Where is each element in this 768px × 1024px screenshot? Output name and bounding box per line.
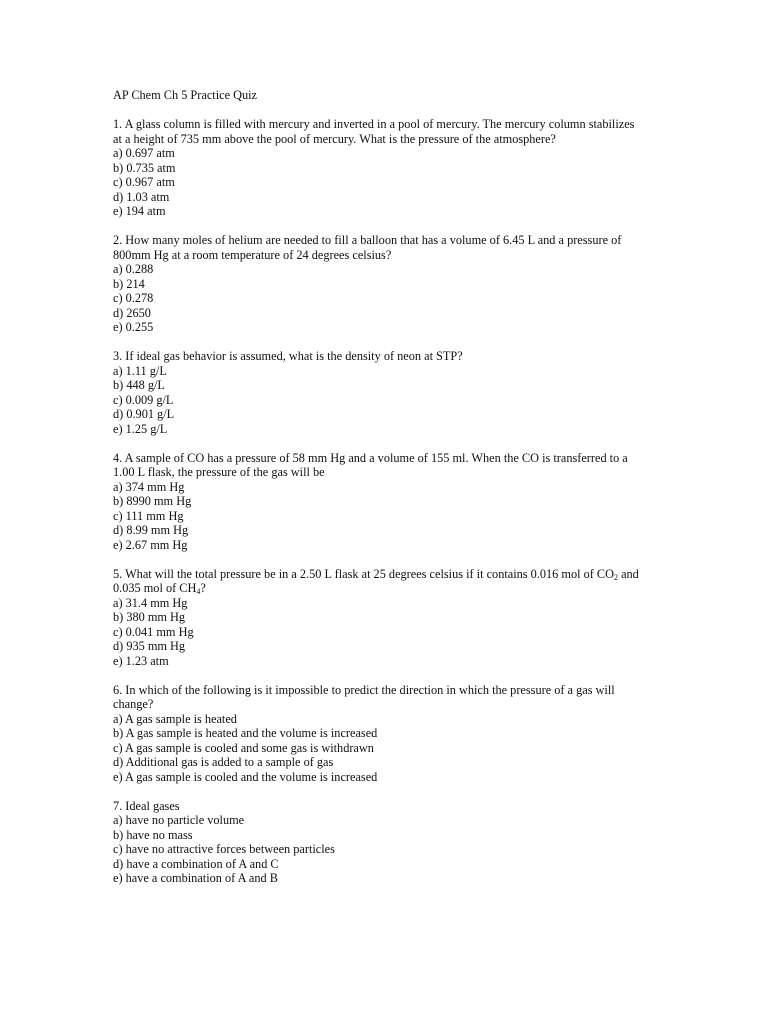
question-1 bbox=[113, 117, 658, 219]
question-1-option-d: d) 1.03 atm bbox=[113, 189, 170, 204]
question-5-option-b: b) 380 mm Hg bbox=[113, 610, 186, 624]
question-2-option-b: b) 214 bbox=[113, 276, 145, 291]
question-3-option-a: a) 1.11 g/L bbox=[113, 363, 167, 378]
question-5-line-1-subscript: 2 bbox=[614, 572, 618, 582]
question-3-option-b: b) 448 g/L bbox=[113, 378, 165, 392]
question-4 bbox=[113, 451, 658, 553]
question-2 bbox=[113, 233, 658, 335]
question-3-option-d: d) 0.901 g/L bbox=[113, 407, 175, 421]
question-6-option-d: d) Additional gas is added to a sample of gas bbox=[113, 755, 334, 769]
question-6-option-c: c) A gas sample is cooled and some gas is withdrawn bbox=[113, 740, 374, 755]
question-5-line-2-tail: ? bbox=[200, 581, 206, 595]
question-5-option-d: d) 935 mm Hg bbox=[113, 639, 186, 653]
question-3-option-e: e) 1.25 g/L bbox=[113, 421, 168, 436]
question-1-option-c: c) 0.967 atm bbox=[113, 175, 175, 189]
question-7-option-e: e) have a combination of A and B bbox=[113, 871, 278, 885]
question-7 bbox=[113, 799, 658, 886]
question-6-text-line-1: 6. In which of the following is it impossible to predict the direction in which the pressure of a gas will bbox=[113, 682, 615, 697]
question-7-option-a: a) have no particle volume bbox=[113, 813, 245, 827]
question-1-option-a: a) 0.697 atm bbox=[113, 146, 175, 160]
question-4-option-e: e) 2.67 mm Hg bbox=[113, 537, 188, 552]
question-5-line-1-tail: and bbox=[618, 566, 639, 581]
question-5-line-1-main: 5. What will the total pressure be in a 2.50 L flask at 25 degrees celsius if it contains 0.016 mol of CO bbox=[113, 566, 614, 581]
question-5 bbox=[113, 567, 658, 669]
question-2-text-line-1: 2. How many moles of helium are needed to fill a balloon that has a volume of 6.45 L and a pressure of bbox=[113, 233, 622, 247]
question-5-text-line-2 bbox=[113, 581, 658, 596]
question-7-option-d: d) have a combination of A and C bbox=[113, 856, 279, 871]
question-5-text-line-1 bbox=[113, 567, 658, 582]
question-6-option-b: b) A gas sample is heated and the volume is increased bbox=[113, 726, 378, 740]
question-2-option-a: a) 0.288 bbox=[113, 262, 154, 276]
question-5-option-e: e) 1.23 atm bbox=[113, 653, 169, 668]
question-6 bbox=[113, 683, 658, 785]
question-6-option-a: a) A gas sample is heated bbox=[113, 711, 237, 726]
question-4-option-b: b) 8990 mm Hg bbox=[113, 494, 192, 508]
page-title: AP Chem Ch 5 Practice Quiz bbox=[113, 88, 258, 102]
question-5-option-a: a) 31.4 mm Hg bbox=[113, 595, 188, 610]
question-1-option-e: e) 194 atm bbox=[113, 204, 166, 218]
question-4-option-c: c) 111 mm Hg bbox=[113, 508, 184, 523]
question-2-option-d: d) 2650 bbox=[113, 305, 151, 320]
question-4-text-line-2: 1.00 L flask, the pressure of the gas will be bbox=[113, 465, 325, 479]
question-3 bbox=[113, 349, 658, 436]
question-2-text-line-2: 800mm Hg at a room temperature of 24 degrees celsius? bbox=[113, 247, 392, 262]
question-3-text-line-1: 3. If ideal gas behavior is assumed, what is the density of neon at STP? bbox=[113, 349, 463, 363]
question-6-text-line-2: change? bbox=[113, 697, 154, 711]
question-1-text-line-2: at a height of 735 mm above the pool of mercury. What is the pressure of the atmosphere? bbox=[113, 131, 556, 146]
question-5-line-2-subscript: 4 bbox=[196, 587, 201, 596]
question-1-text-line-1: 1. A glass column is filled with mercury and inverted in a pool of mercury. The mercury column stabilizes bbox=[113, 117, 635, 131]
question-2-option-c: c) 0.278 bbox=[113, 291, 154, 305]
question-2-option-e: e) 0.255 bbox=[113, 320, 154, 334]
question-1-option-b: b) 0.735 atm bbox=[113, 160, 176, 175]
question-3-option-c: c) 0.009 g/L bbox=[113, 392, 174, 407]
question-7-text-line-1: 7. Ideal gases bbox=[113, 798, 180, 813]
question-6-option-e: e) A gas sample is cooled and the volume is increased bbox=[113, 769, 378, 784]
question-7-option-b: b) have no mass bbox=[113, 827, 193, 842]
question-5-option-c: c) 0.041 mm Hg bbox=[113, 624, 194, 639]
question-4-option-a: a) 374 mm Hg bbox=[113, 479, 185, 494]
quiz-document bbox=[113, 88, 658, 900]
question-4-text-line-1: 4. A sample of CO has a pressure of 58 mm Hg and a volume of 155 ml. When the CO is transferred to a bbox=[113, 450, 628, 465]
question-7-option-c: c) have no attractive forces between particles bbox=[113, 842, 335, 856]
question-4-option-d: d) 8.99 mm Hg bbox=[113, 523, 189, 537]
question-5-line-2-main: 0.035 mol of CH bbox=[113, 581, 197, 595]
